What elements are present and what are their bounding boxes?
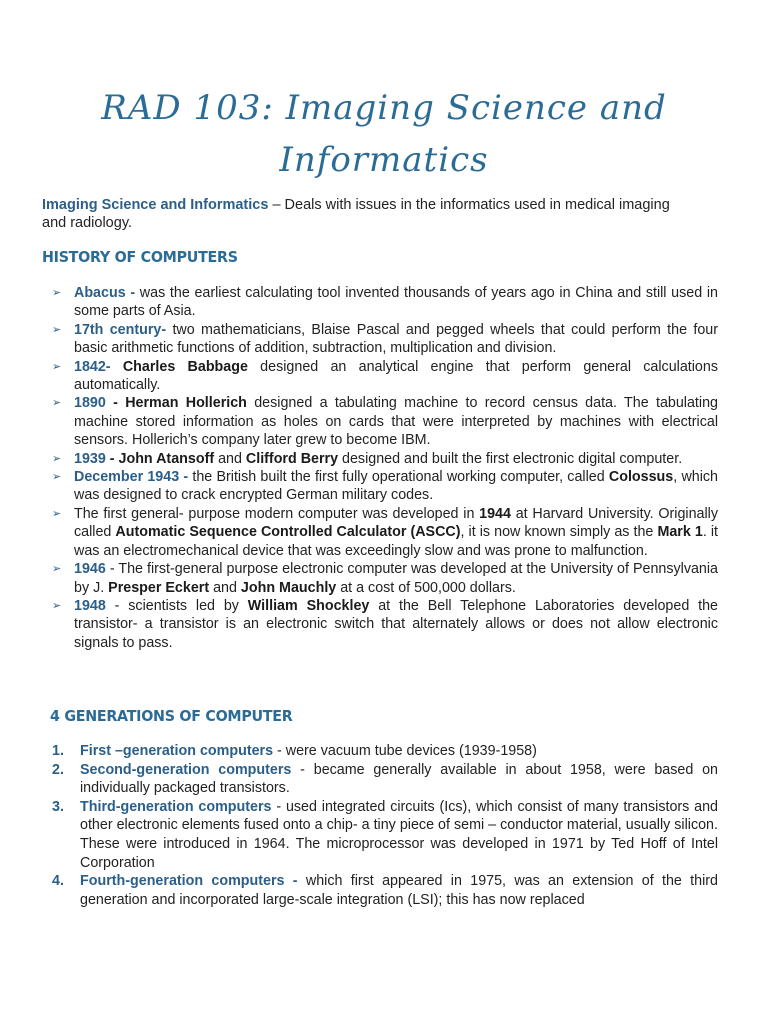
list-item [52,742,718,761]
list-item [52,505,718,560]
arrow-bullet-icon: ➢ [52,323,62,336]
list-item [52,450,718,468]
item-name: 1944 [479,505,511,522]
item-lead: 1946 [74,561,106,578]
item-text: , it is now known simply as the [460,524,658,541]
arrow-bullet-icon: ➢ [52,397,62,410]
arrow-bullet-icon: ➢ [52,563,62,576]
item-text: two mathematicians, Blaise Pascal and pegged wheels that could perform the four basic arithmetic functions of addition, subtraction, multiplication and division. [74,321,719,357]
item-text: The first general- purpose modern computer was developed in [74,505,480,522]
list-item [52,284,718,321]
item-lead: Second-generation computers [80,761,292,778]
item-name: - John Atansoff [105,450,215,467]
arrow-bullet-icon: ➢ [52,507,62,520]
list-item [52,761,718,798]
title-line-2: Informatics [279,140,489,180]
item-name: Colossus [608,469,674,486]
item-text: at Harvard University. Originally called [74,505,718,541]
item-text: - The first-general purpose electronic computer was developed at the University of Pennsylvania by J. [74,561,718,596]
item-text: which first appeared in 1975, was an extension of the third generation and incorporated large-scale integration (LSI); this has now replaced [80,873,718,908]
item-text: designed an analytical engine that perform general calculations automatically. [74,358,718,394]
title-line-1: RAD 103: Imaging Science and [101,88,667,128]
item-lead: 1842- [74,358,123,375]
page-title [0,82,768,186]
item-lead: 1939 [74,450,106,467]
item-text: - scientists led by [105,597,248,614]
item-text: designed and built the first electronic digital computer. [338,450,683,467]
intro-term: Imaging Science and Informatics [42,197,269,213]
item-number: 3. [52,798,64,815]
list-item [52,468,718,505]
list-item [52,560,718,597]
item-text: at the Bell Telephone Laboratories developed the transistor- a transistor is an electronic switch that alternately allows or does not allow electronic signals to pass. [74,597,719,651]
item-text: - were vacuum tube devices (1939-1958) [273,743,537,759]
arrow-bullet-icon: ➢ [52,287,62,299]
arrow-bullet-icon: ➢ [52,471,62,484]
item-text: and [209,579,241,596]
item-name: Mark 1 [657,524,703,541]
item-text: - became generally available in about 1958, were based on individually packaged transistors. [80,761,718,797]
generations-list [52,742,718,909]
item-number: 4. [52,873,64,890]
list-item [52,358,718,395]
item-lead: First –generation computers [80,743,274,759]
item-lead: 17th century- [74,321,173,338]
item-lead: Fourth-generation computers - [80,873,298,890]
item-lead: 1890 [74,395,106,412]
arrow-bullet-icon: ➢ [52,452,62,465]
item-text: - used integrated circuits (Ics), which consist of many transistors and other electronic elements fused onto a chip- a tiny piece of semi – conductor material, usually silicon. These were introduced in 1964. The microprocessor was developed in 1971 by Ted Hoff of Intel Corporation [80,798,718,871]
item-number: 1. [52,743,64,759]
item-lead: Abacus - [74,285,140,301]
list-item [52,321,718,358]
intro-paragraph [42,196,682,232]
item-number: 2. [52,761,64,778]
item-name: John Mauchly [240,579,337,596]
list-item [52,798,718,872]
item-text: designed a tabulating machine to record census data. The tabulating machine stored information as holes on cards that were interpreted by machines with electrical sensors. Hollerich’s company later grew to become IBM. [74,395,718,449]
item-name: - Herman Hollerich [105,395,247,412]
item-text: . it was an electromechanical device that was exceedingly slow and was prone to malfunction. [74,524,719,559]
item-lead: Third-generation computers [80,798,272,815]
history-list [52,284,718,652]
arrow-bullet-icon: ➢ [52,360,62,373]
list-item [52,597,718,652]
item-name: Charles Babbage [122,358,248,375]
arrow-bullet-icon: ➢ [52,599,62,612]
list-item [52,872,718,909]
item-name: Automatic Sequence Controlled Calculator (ASCC) [115,524,461,541]
item-lead: December 1943 - [74,469,193,486]
item-name: William Shockley [247,597,370,614]
item-lead: 1948 [74,597,106,614]
item-text: was the earliest calculating tool invented thousands of years ago in China and still used in some parts of Asia. [74,285,718,320]
item-text: , which was designed to crack encrypted German military codes. [74,469,718,504]
list-item [52,394,718,449]
item-text: at a cost of 500,000 dollars. [336,579,516,596]
item-name: Presper Eckert [108,579,210,596]
item-name: Clifford Berry [245,450,339,467]
item-text: and [214,450,246,467]
intro-text: – Deals with issues in the informatics used in medical imaging and radiology. [42,197,670,231]
item-text: the British built the first fully operational working computer, called [192,469,609,486]
generations-heading: 4 GENERATIONS OF COMPUTER [50,707,293,725]
history-heading: HISTORY OF COMPUTERS [42,248,238,266]
